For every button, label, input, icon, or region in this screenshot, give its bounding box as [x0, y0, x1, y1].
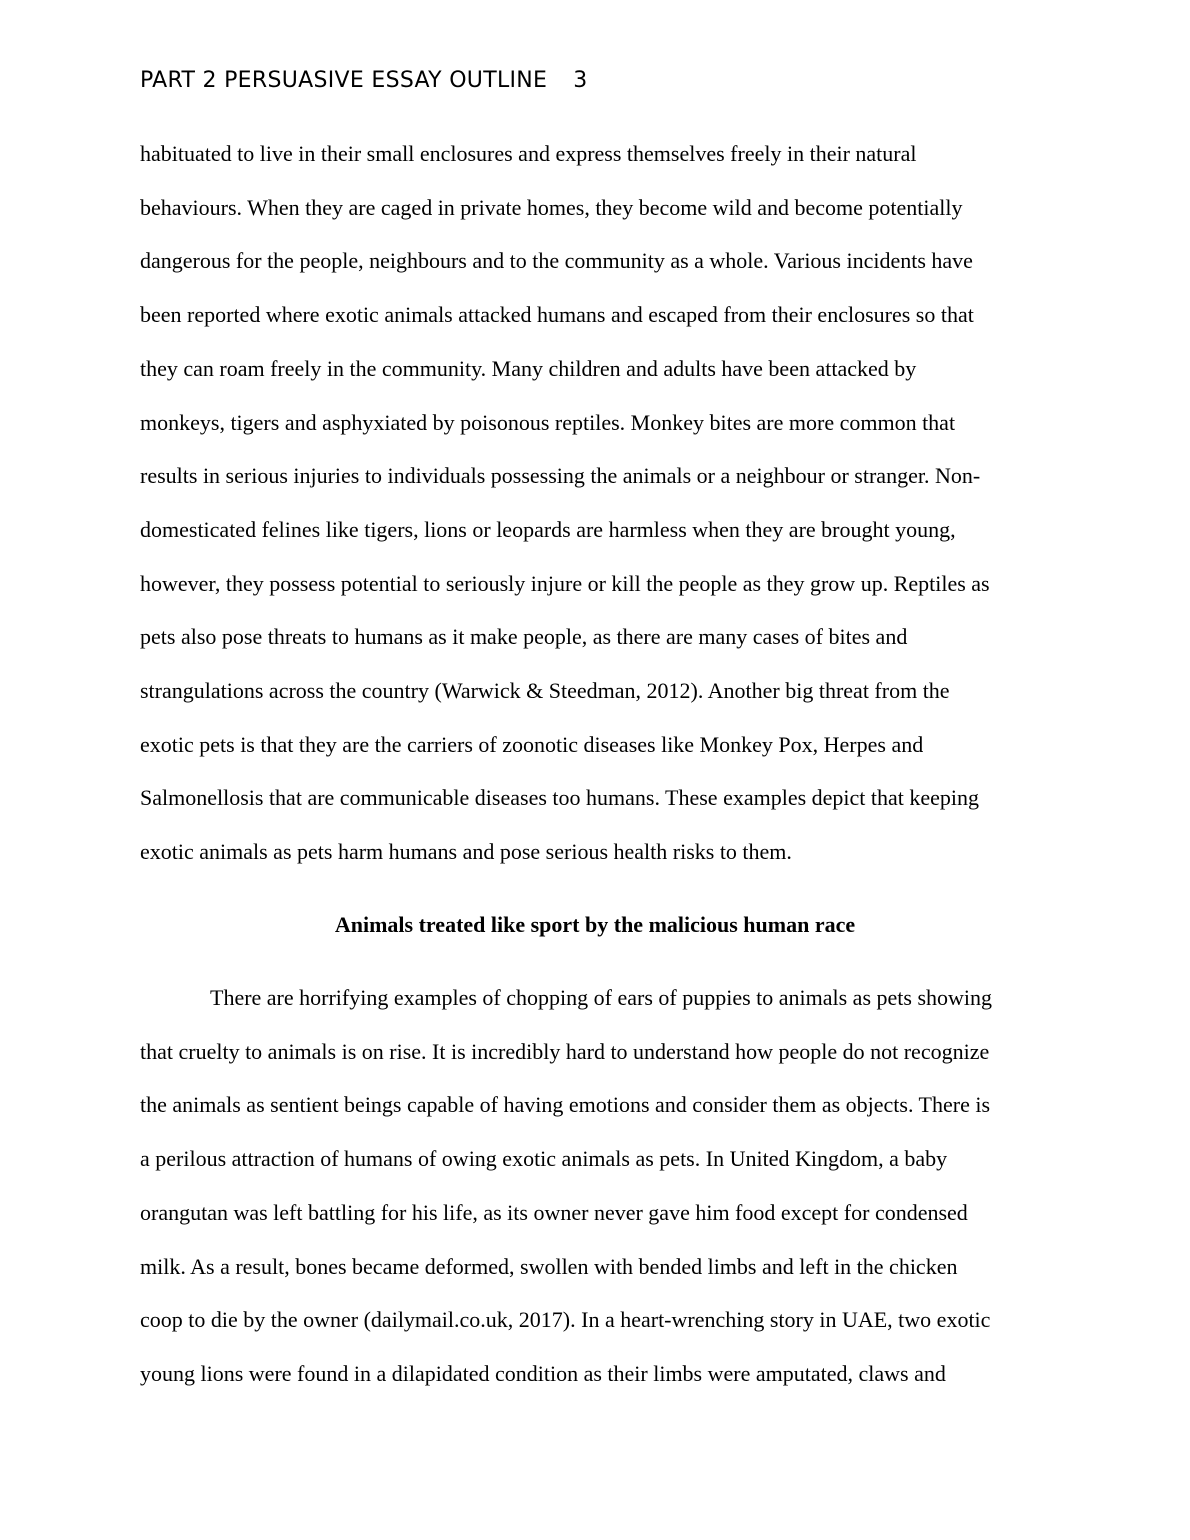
paragraph-2-line: There are horrifying examples of chopping of ears of puppies to animals as pets showing: [210, 985, 993, 1010]
page-number: 3: [573, 68, 588, 93]
paragraph-1-line: behaviours. When they are caged in private homes, they become wild and become potentially: [140, 194, 963, 220]
section-heading: Animals treated like sport by the malicious human race: [334, 912, 856, 937]
paragraph-1-line: results in serious injuries to individuals possessing the animals or a neighbour or stranger. Non-: [140, 463, 981, 489]
running-head-title: PART 2 PERSUASIVE ESSAY OUTLINE: [140, 68, 548, 93]
paragraph-1-line: dangerous for the people, neighbours and to the community as a whole. Various incidents have: [140, 248, 973, 274]
paragraph-1-line: strangulations across the country (Warwick & Steedman, 2012). Another big threat from the: [140, 678, 950, 703]
paragraph-2-line: young lions were found in a dilapidated condition as their limbs were amputated, claws and: [140, 1360, 946, 1386]
paragraph-2-line: orangutan was left battling for his life, as its owner never gave him food except for condensed: [140, 1199, 968, 1225]
paragraph-2-line: milk. As a result, bones became deformed, swollen with bended limbs and left in the chicken: [140, 1253, 958, 1279]
paragraph-1-line: habituated to live in their small enclosures and express themselves freely in their natural: [140, 141, 917, 166]
paragraph-2-line: a perilous attraction of humans of owing exotic animals as pets. In United Kingdom, a baby: [140, 1146, 948, 1172]
paragraph-1-line: exotic animals as pets harm humans and pose serious health risks to them.: [140, 839, 792, 865]
paragraph-1-line: monkeys, tigers and asphyxiated by poisonous reptiles. Monkey bites are more common that: [140, 409, 956, 435]
paragraph-1-line: however, they possess potential to seriously injure or kill the people as they grow up. Reptiles as: [140, 570, 990, 596]
paragraph-1-line: pets also pose threats to humans as it make people, as there are many cases of bites and: [140, 624, 908, 650]
paragraph-2-line: the animals as sentient beings capable of having emotions and consider them as objects. There is: [140, 1092, 991, 1118]
paragraph-2-line: that cruelty to animals is on rise. It is incredibly hard to understand how people do not recognize: [140, 1038, 990, 1064]
paragraph-1-line: Salmonellosis that are communicable diseases too humans. These examples depict that keeping: [140, 785, 980, 811]
paragraph-1-line: exotic pets is that they are the carriers of zoonotic diseases like Monkey Pox, Herpes and: [140, 731, 924, 757]
paragraph-1-line: they can roam freely in the community. Many children and adults have been attacked by: [140, 355, 917, 381]
running-head: [140, 68, 588, 93]
paragraph-1-line: been reported where exotic animals attacked humans and escaped from their enclosures so that: [140, 302, 974, 328]
paragraph-2-line: coop to die by the owner (dailymail.co.uk, 2017). In a heart-wrenching story in UAE, two exotic: [140, 1307, 991, 1333]
paragraph-1-line: domesticated felines like tigers, lions or leopards are harmless when they are brought young,: [140, 516, 956, 542]
